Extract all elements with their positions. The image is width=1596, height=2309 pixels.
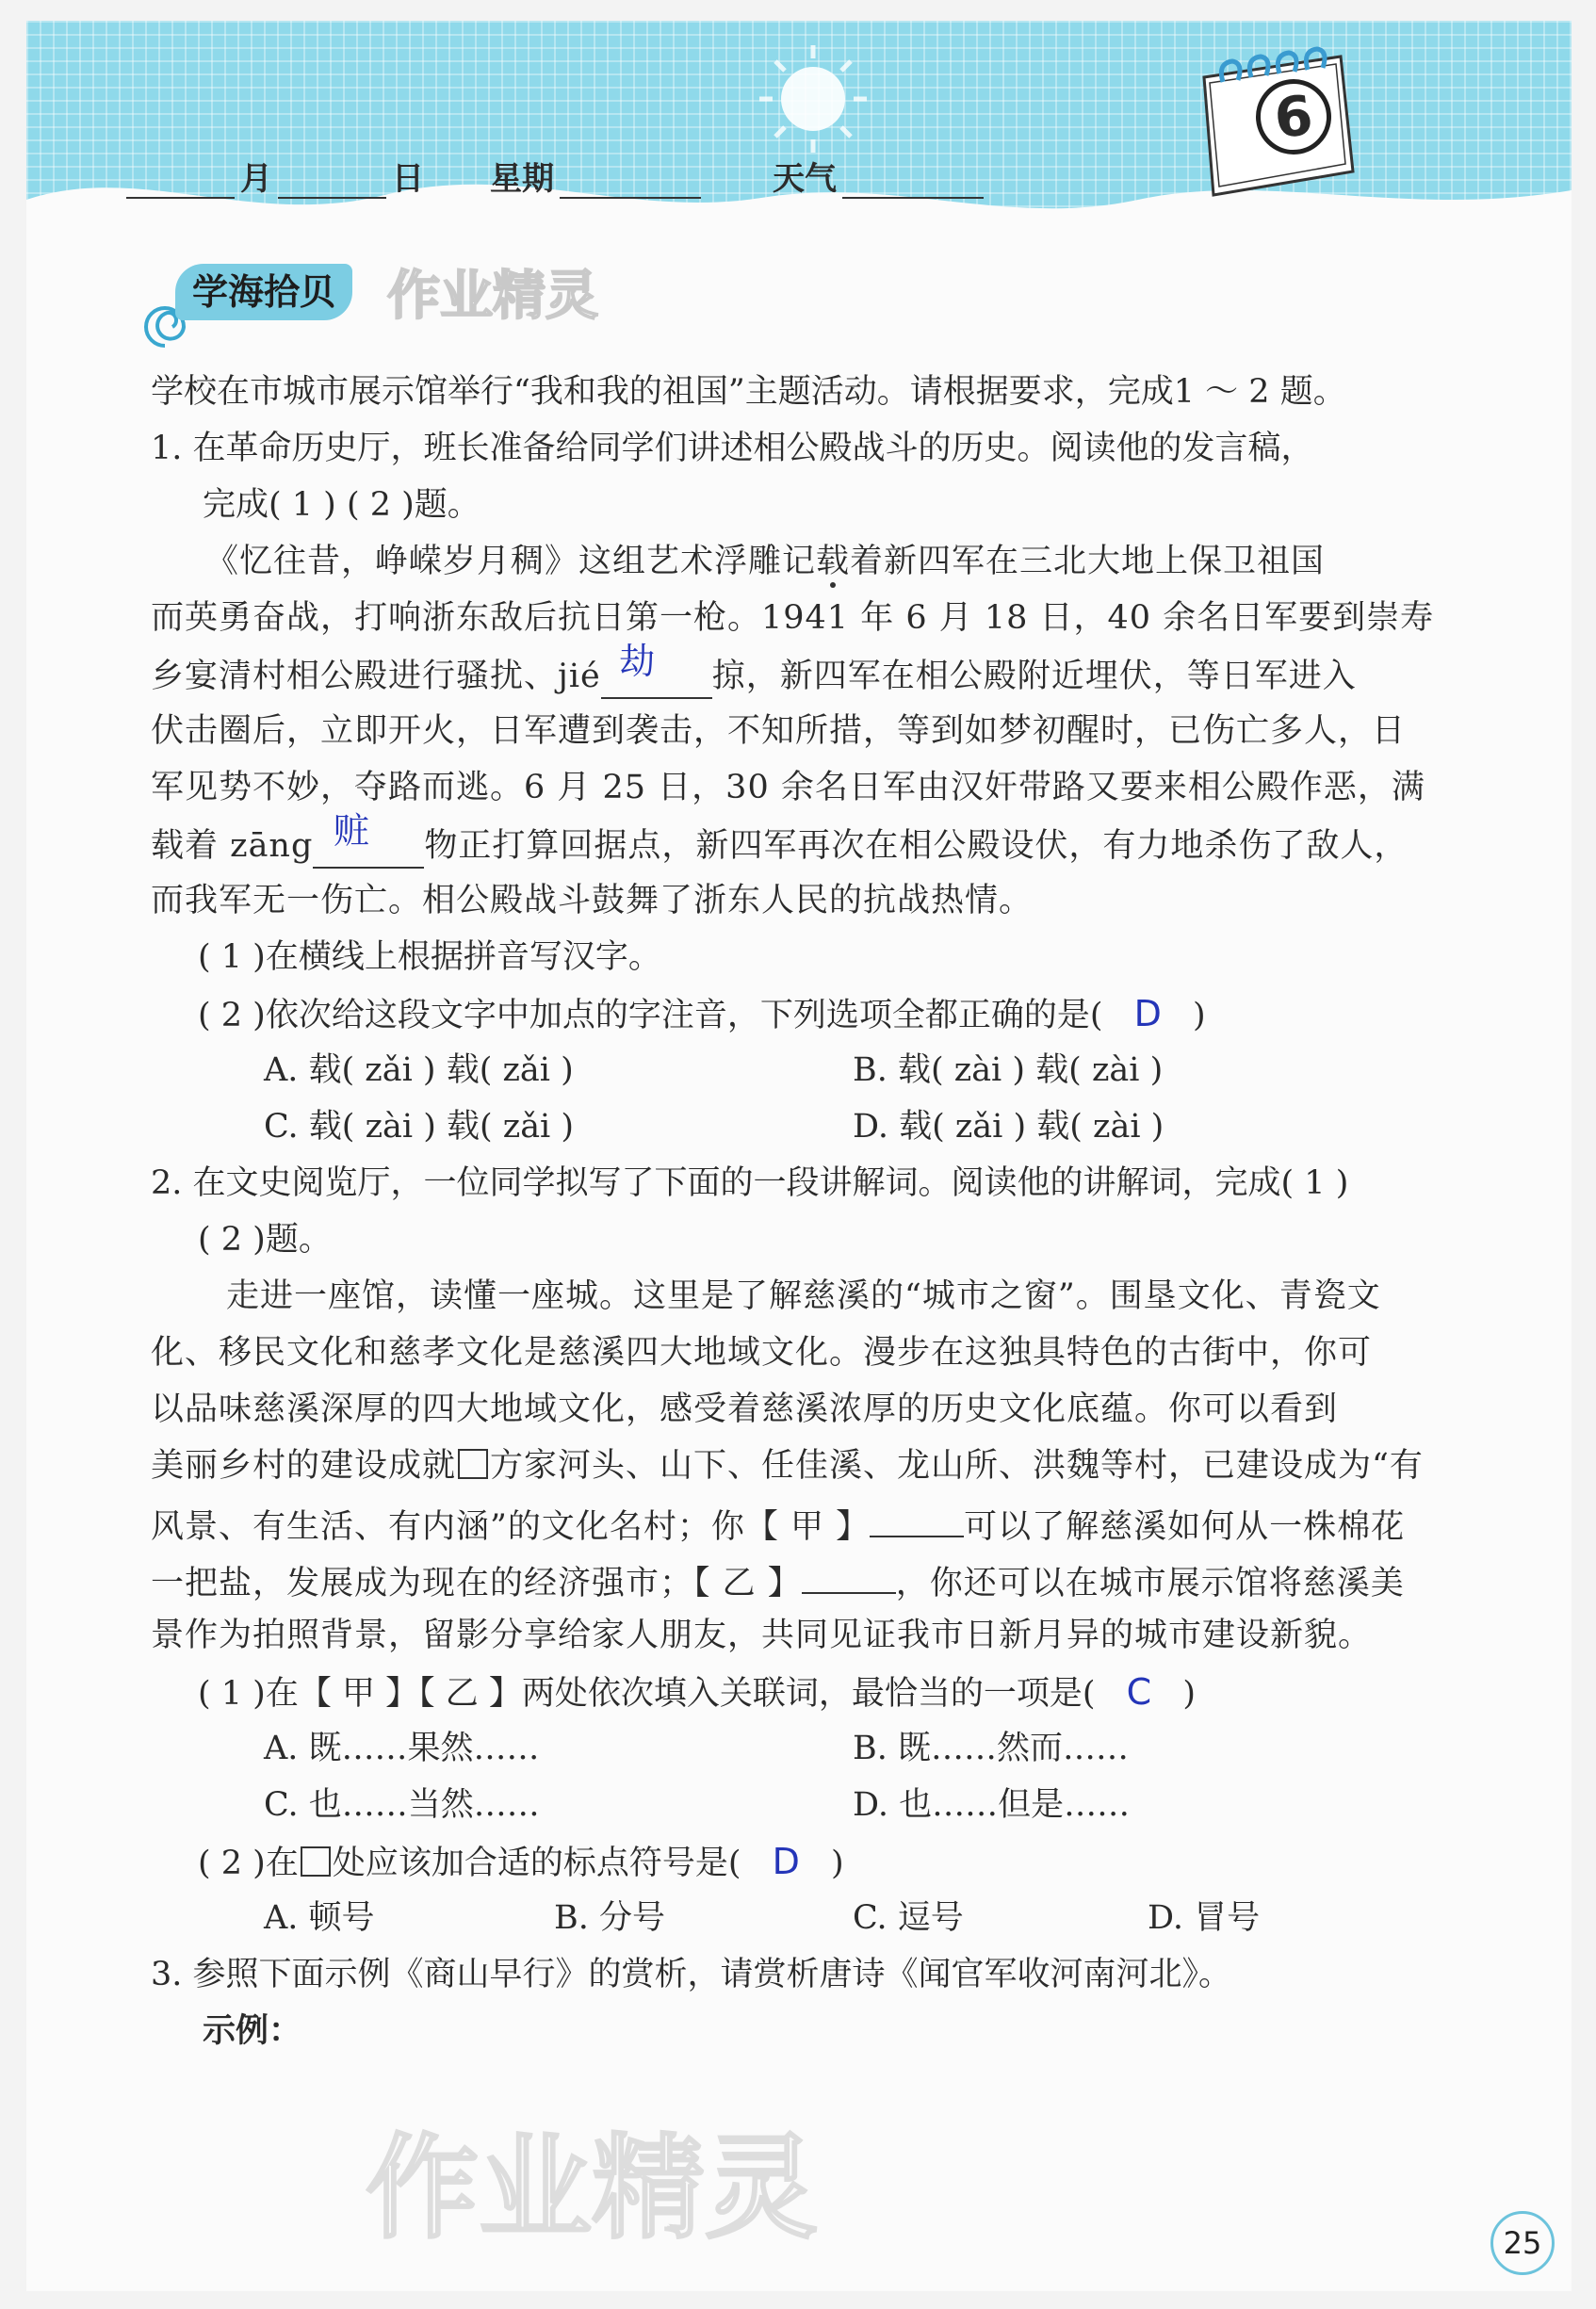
q1-passage-line5: 军见势不妙，夺路而逃。6 月 25 日，30 余名日军由汉奸带路又要来相公殿作恶，满 bbox=[151, 769, 1425, 806]
q2-option1-b: B. 既……然而…… bbox=[853, 1730, 1129, 1767]
q3-stem: 3. 参照下面示例《商山早行》的赏析，请赏析唐诗《闻官军收河南河北》。 bbox=[151, 1956, 1232, 1993]
answer-blank-zang[interactable] bbox=[313, 810, 424, 869]
q2-passage-line6: 一把盐，发展成为现在的经济强市；【 乙 】 ，你还可以在城市展示馆将慈溪美 bbox=[151, 1558, 1405, 1604]
day-label: 日 bbox=[392, 160, 424, 198]
q2-passage-line3: 以品味慈溪深厚的四大地域文化，感受着慈溪浓厚的历史文化底蕴。你可以看到 bbox=[151, 1390, 1339, 1428]
q2-passage-line7: 景作为拍照背景，留影分享给家人朋友，共同见证我市日新月异的城市建设新貌。 bbox=[151, 1617, 1373, 1654]
q1-stem-line2: 完成( 1 ) ( 2 )题。 bbox=[203, 486, 480, 524]
q2-option2-a: A. 顿号 bbox=[264, 1899, 375, 1937]
q1-passage-line7: 而我军无一伤亡。相公殿战斗鼓舞了浙东人民的抗战热情。 bbox=[151, 882, 1034, 919]
sun-icon bbox=[752, 38, 874, 160]
q2-option2-b: B. 分号 bbox=[554, 1899, 665, 1937]
q2-sub2: ( 2 )在 处应该加合适的标点符号是( D ) bbox=[198, 1841, 844, 1882]
q2-option1-d: D. 也……但是…… bbox=[853, 1786, 1131, 1824]
weather-blank[interactable] bbox=[842, 163, 984, 199]
unit-number: 6 bbox=[1252, 75, 1335, 158]
answer-blank-jie[interactable] bbox=[601, 641, 712, 699]
q1-option-d: D. 载( zǎi ) 载( zài ) bbox=[853, 1108, 1164, 1146]
month-blank[interactable] bbox=[126, 163, 235, 199]
weekday-label: 星期 bbox=[490, 160, 554, 198]
q2-passage-line4: 美丽乡村的建设成就 方家河头、山下、任佳溪、龙山所、洪魏等村，已建设成为“有 bbox=[151, 1447, 1424, 1485]
weather-label: 天气 bbox=[773, 160, 837, 198]
q1-passage-line2: 而英勇奋战，打响浙东敌后抗日第一枪。1941 年 6 月 18 日，40 余名日军要到崇寿 bbox=[151, 599, 1435, 637]
q2-option1-c: C. 也……当然…… bbox=[264, 1786, 540, 1824]
q2-passage-line2: 化、移民文化和慈孝文化是慈溪四大地域文化。漫步在这独具特色的古街中，你可 bbox=[151, 1334, 1373, 1372]
weekday-blank[interactable] bbox=[560, 163, 701, 199]
q1-passage-line1: 《忆往昔，峥嵘岁月稠》这组艺术浮雕记载着新四军在三北大地上保卫祖国 bbox=[205, 543, 1326, 580]
q1-sub2: ( 2 )依次给这段文字中加点的字注音，下列选项全都正确的是( D ) bbox=[198, 993, 1206, 1034]
q2-option2-d: D. 冒号 bbox=[1148, 1899, 1261, 1937]
handwritten-answer: 劫 bbox=[619, 641, 657, 682]
handwritten-answer: D bbox=[1133, 993, 1162, 1034]
handwritten-answer: 赃 bbox=[333, 810, 370, 852]
q1-option-b: B. 载( zài ) 载( zài ) bbox=[853, 1051, 1164, 1089]
q2-passage-line1: 走进一座馆，读懂一座城。这里是了解慈溪的“城市之窗”。围垦文化、青瓷文 bbox=[226, 1277, 1381, 1315]
watermark-text: 作业精灵 bbox=[387, 266, 598, 327]
q2-passage-line5: 风景、有生活、有内涵”的文化名村；你【 甲 】 可以了解慈溪如何从一株棉花 bbox=[151, 1502, 1405, 1548]
punctuation-box[interactable] bbox=[458, 1449, 488, 1479]
punctuation-box-ref bbox=[301, 1846, 331, 1877]
day-blank[interactable] bbox=[278, 163, 386, 199]
handwritten-answer: D bbox=[772, 1841, 800, 1882]
answer-blank-jia[interactable] bbox=[870, 1502, 964, 1537]
q1-sub1: ( 1 )在横线上根据拼音写汉字。 bbox=[198, 938, 661, 976]
q2-option1-a: A. 既……果然…… bbox=[264, 1730, 540, 1767]
page-number: 25 bbox=[1490, 2211, 1555, 2275]
handwritten-answer: C bbox=[1126, 1671, 1152, 1713]
header-banner bbox=[26, 21, 1572, 252]
q2-option2-c: C. 逗号 bbox=[853, 1899, 964, 1937]
section-title: 学海拾贝 bbox=[175, 264, 352, 320]
q2-stem-line1: 2. 在文史阅览厅，一位同学拟写了下面的一段讲解词。阅读他的讲解词，完成( 1 ) bbox=[151, 1164, 1349, 1202]
month-label: 月 bbox=[240, 160, 272, 198]
q3-example-label: 示例： bbox=[203, 2012, 302, 2050]
q2-sub1: ( 1 )在【 甲 】【 乙 】两处依次填入关联词，最恰当的一项是( C ) bbox=[198, 1671, 1196, 1713]
date-row bbox=[121, 153, 989, 199]
q1-option-a: A. 载( zǎi ) 载( zǎi ) bbox=[264, 1051, 574, 1089]
q1-option-c: C. 载( zài ) 载( zǎi ) bbox=[264, 1108, 575, 1146]
q2-stem-line2: ( 2 )题。 bbox=[198, 1221, 332, 1259]
q1-passage-line4: 伏击圈后，立即开火，日军遭到袭击，不知所措，等到如梦初醒时，已伤亡多人，日 bbox=[151, 712, 1407, 750]
workbook-page bbox=[26, 21, 1572, 2291]
q1-passage-line3: 乡宴清村相公殿进行骚扰、jié 劫 掠，新四军在相公殿附近埋伏，等日军进入 bbox=[151, 654, 1357, 699]
intro-text: 学校在市城市展示馆举行“我和我的祖国”主题活动。请根据要求，完成1 ～ 2 题。 bbox=[151, 373, 1346, 411]
dotted-char: 载 bbox=[816, 543, 851, 580]
answer-blank-yi[interactable] bbox=[802, 1558, 896, 1594]
q1-passage-line6: 载着 zāng 赃 物正打算回据点，新四军再次在相公殿设伏，有力地杀伤了敌人， bbox=[151, 823, 1408, 869]
watermark-text-2: 作业精灵 bbox=[366, 2123, 818, 2254]
q1-stem-line1: 1. 在革命历史厅，班长准备给同学们讲述相公殿战斗的历史。阅读他的发言稿， bbox=[151, 430, 1314, 467]
